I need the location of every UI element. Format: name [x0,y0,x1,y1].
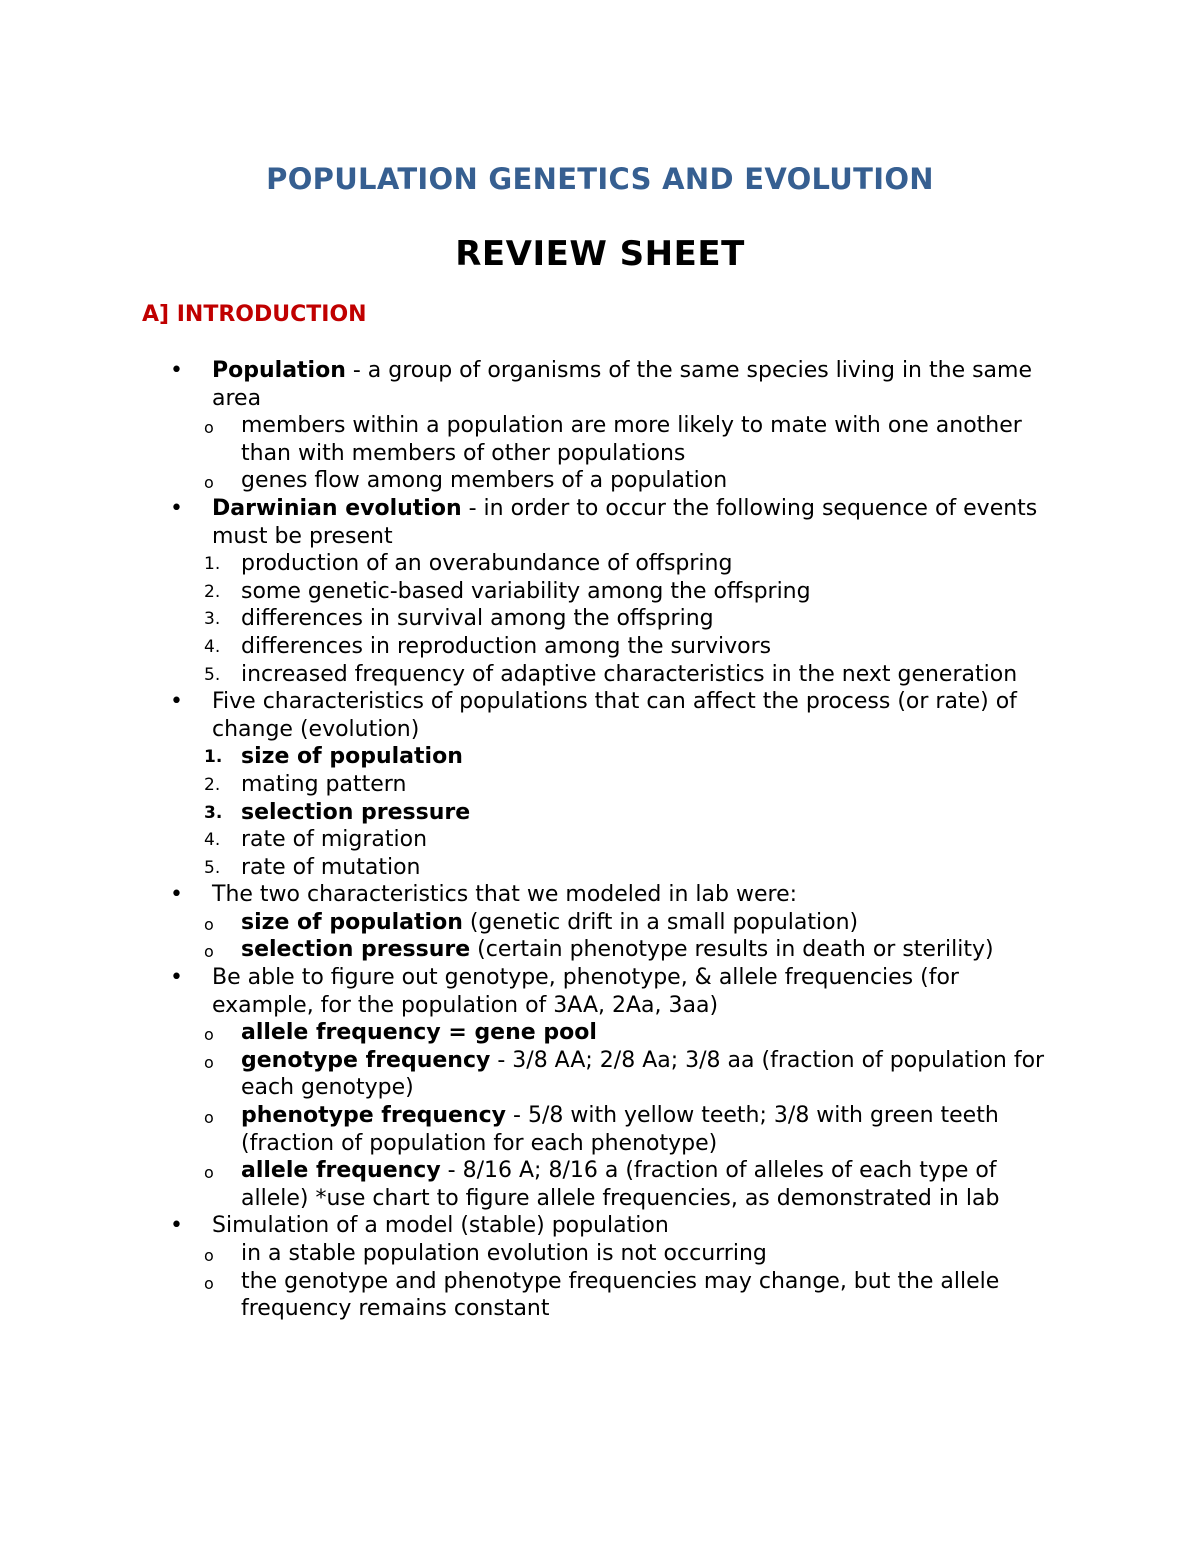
sub-item [128,1240,1060,1268]
circle-bullet-icon: o [204,1246,214,1265]
sub-item [128,1157,1060,1212]
sub-item-text: - 8/16 A; 8/16 a (fraction of alleles of each type of allele) *use chart to figure allele frequencies, as demonstrated in lab [241,1158,1000,1211]
term-population: Population [212,358,346,383]
bullet-icon: • [170,495,183,521]
section-heading: A] INTRODUCTION [142,302,367,327]
numbered-sub-item [128,799,1060,827]
item-text: The two characteristics that we modeled in lab were: [212,882,798,908]
sub-item [128,1268,1060,1323]
sub-item-text: rate of mutation [241,854,421,880]
document-title: POPULATION GENETICS AND EVOLUTION [266,162,934,196]
sub-item-text: mating pattern [241,771,407,797]
item-number: 4. [204,830,221,851]
numbered-sub-item [128,633,1060,661]
sub-item-text: increased frequency of adaptive characteristics in the next generation [241,661,1018,687]
item-number: 3. [204,609,221,630]
sub-item-term: allele frequency [241,1158,441,1184]
item-number: 2. [204,581,221,602]
sub-item-text: - 5/8 with yellow teeth; 3/8 with green teeth (fraction of population for each phenotype) [241,1103,999,1156]
sub-item-text: the genotype and phenotype frequencies may change, but the allele frequency remains constant [241,1268,1000,1322]
circle-bullet-icon: o [204,1163,214,1183]
numbered-sub-item [128,605,1060,633]
list-item-frequencies [170,964,1060,1019]
sub-item-term: size of population [241,909,463,935]
numbered-sub-item [128,743,1060,771]
bullet-icon: • [170,689,183,715]
circle-bullet-icon: o [204,1273,214,1293]
sub-item [128,467,1060,495]
bullet-icon: • [170,1213,183,1239]
item-text: - a group of organisms of the same species living in the same area [212,358,1032,411]
item-number: 5. [204,857,221,878]
numbered-sub-item [128,826,1060,854]
item-number: 5. [204,664,221,685]
numbered-sub-item [128,578,1060,606]
numbered-sub-item [128,550,1060,578]
review-list [170,357,1060,1323]
sub-item-text: production of an overabundance of offspring [241,551,733,577]
item-text: Be able to figure out genotype, phenotype, & allele frequencies (for example, for the population of 3AA, 2Aa, 3aa) [212,965,959,1018]
sub-item-text: differences in reproduction among the survivors [241,633,772,659]
item-number: 4. [204,636,221,657]
item-text: Simulation of a model (stable) population [212,1213,669,1239]
sub-item-term: selection pressure [241,799,471,825]
sub-item-term: size of population [241,744,463,770]
sub-item-term: selection pressure [241,937,471,963]
sub-item-text: members within a population are more likely to mate with one another than with members of other populations [241,413,1022,466]
item-text: - in order to occur the following sequence of events must be present [212,495,1038,549]
term-darwinian-evolution: Darwinian evolution [212,495,462,521]
sub-item [128,936,1060,964]
sub-item-text: (certain phenotype results in death or sterility) [470,937,994,963]
numbered-sub-item [128,854,1060,882]
sub-item [128,909,1060,937]
document-subtitle: REVIEW SHEET [455,234,745,274]
sub-item-text: - 3/8 AA; 2/8 Aa; 3/8 aa (fraction of population for each genotype) [241,1047,1045,1101]
bullet-icon: • [170,358,183,383]
item-number: 1. [204,554,221,575]
sub-item-term: allele frequency = gene pool [241,1020,597,1046]
circle-bullet-icon: o [204,914,214,934]
list-item-population [170,357,1060,412]
sub-item-text: some genetic-based variability among the offspring [241,578,811,604]
list-item-modeled-characteristics [170,881,1060,909]
item-number: 1. [204,747,223,768]
sub-item [128,1047,1060,1102]
circle-bullet-icon: o [204,1108,214,1128]
sub-item-text: in a stable population evolution is not occurring [241,1241,767,1266]
circle-bullet-icon: o [204,942,214,962]
sub-item [128,1102,1060,1157]
sub-item-term: genotype frequency [241,1047,491,1073]
sub-item [128,412,1060,467]
sub-item-text: (genetic drift in a small population) [462,909,859,935]
sub-item-text: differences in survival among the offspring [241,606,714,632]
item-number: 2. [204,774,221,795]
sub-item-text: rate of migration [241,827,428,853]
item-number: 3. [204,802,223,823]
item-text: Five characteristics of populations that can affect the process (or rate) of change (evolution) [212,689,1017,742]
sub-item-text: genes flow among members of a population [241,468,728,494]
circle-bullet-icon: o [204,1025,214,1045]
numbered-sub-item [128,771,1060,799]
circle-bullet-icon: o [204,1052,214,1072]
list-item-stable-population [170,1212,1060,1240]
bullet-icon: • [170,882,183,908]
sub-item [128,1019,1060,1047]
list-item-five-characteristics [170,688,1060,743]
circle-bullet-icon: o [204,418,214,438]
numbered-sub-item [128,661,1060,689]
circle-bullet-icon: o [204,473,214,493]
list-item-darwinian-evolution [170,495,1060,550]
bullet-icon: • [170,965,183,991]
sub-item-term: phenotype frequency [241,1103,507,1129]
